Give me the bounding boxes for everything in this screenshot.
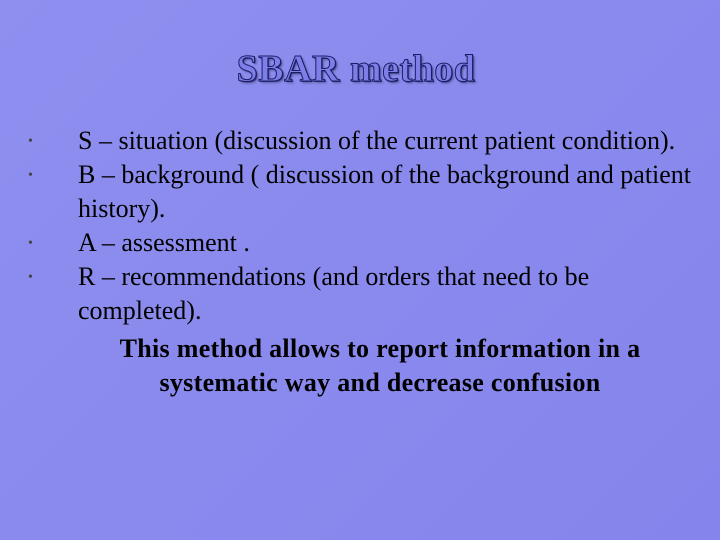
bullet-item-recommendations [14, 260, 694, 328]
bullet-item-background [14, 158, 694, 226]
bullet-item-situation [14, 124, 694, 158]
slide-content [14, 124, 694, 400]
bullet-text: B – background ( discussion of the background and patient history). [78, 160, 692, 223]
bullet-icon: • [28, 168, 33, 183]
bullet-list [14, 124, 694, 328]
summary-text: This method allows to report information in a systematic way and decrease confusion [119, 334, 641, 397]
bullet-text: S – situation (discussion of the current patient condition). [78, 126, 676, 155]
bullet-text: R – recommendations (and orders that need to be completed). [78, 262, 590, 325]
bullet-icon: • [28, 236, 33, 251]
slide-title: SBAR method [236, 48, 476, 90]
bullet-icon: • [28, 270, 33, 285]
bullet-item-assessment [14, 226, 694, 260]
bullet-icon: • [28, 134, 33, 149]
bullet-text: A – assessment . [78, 228, 250, 257]
